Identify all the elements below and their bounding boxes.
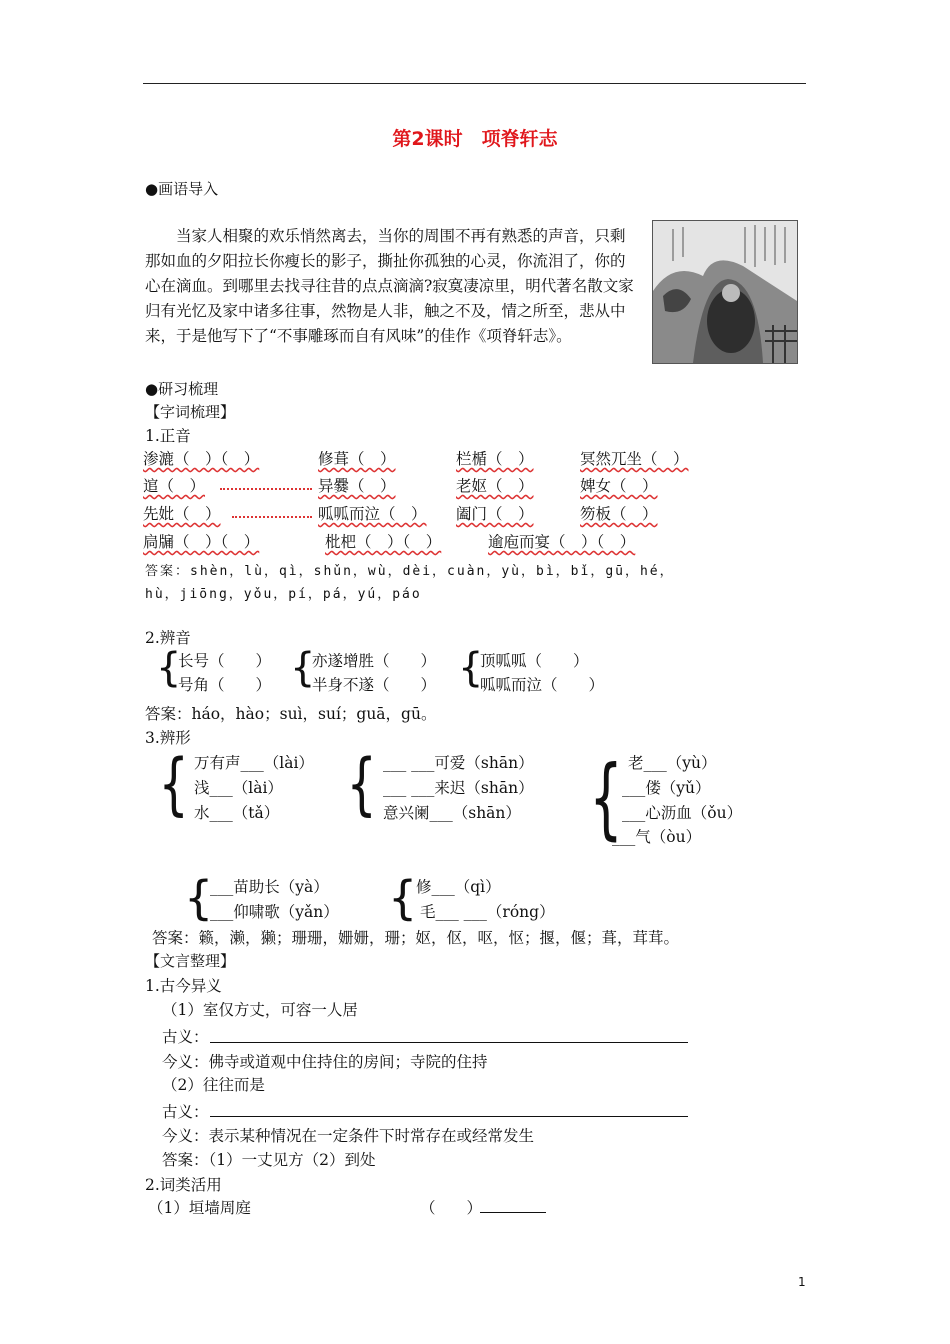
form-g3-d: ___气（òu） (612, 828, 702, 846)
pron-row2-item3: 老妪（ ） (456, 477, 534, 495)
brace-icon: { (589, 746, 623, 849)
pron-row4-item1: 扃牖（ ）（ ） (143, 533, 260, 551)
sound-heading: 2.辨音 (145, 629, 191, 647)
study-heading: ●研习梳理 (145, 380, 219, 398)
answer-line (210, 1116, 688, 1117)
sound-answer: 答案：háo，hào；suì，suí；guā，gū。 (145, 705, 437, 723)
sound-g3-b: 呱呱而泣（ ） (480, 676, 605, 694)
form-g2-b: ___ ___来迟（shān） (383, 779, 534, 797)
pronunciation-heading: 1.正音 (145, 427, 191, 445)
pron-row2-item4: 婢女（ ） (580, 477, 658, 495)
page-title: 第2课时 项脊轩志 (392, 128, 558, 150)
form-answer: 答案：籁，濑，獭；珊珊，姗姗，珊；妪，伛，呕，怄；揠，偃；葺，茸茸。 (152, 929, 680, 947)
gu-label-1: 古义： (162, 1028, 209, 1046)
pron-row3-item3: 阖门（ ） (456, 505, 534, 523)
intro-paragraph: 当家人相聚的欢乐悄然离去，当你的周围不再有熟悉的声音，只剩那如血的夕阳拉长你瘦长的影子，撕扯你孤独的心灵，你流泪了，你的心在滴血。到哪里去找寻往昔的点点滴滴?寂寞凄凉里，明代著名散文家归有光忆及家中诸多往事，然物是人非，触之不及，情之所至，悲从中来，于是他写下了“不事雕琢而自有风味”的佳作《项脊轩志》。 (145, 227, 634, 345)
intro-heading: ●画语导入 (145, 180, 219, 198)
pron-answer-line1: 答案：shèn，lù，qì，shǔn，wù，dèi，cuàn，yù，bì，bǐ，gū，hé， (145, 564, 675, 579)
classical-q2: （2）往往而是 (162, 1076, 265, 1094)
form-g5-a: 修___（qì） (416, 878, 501, 896)
pron-row1-item3: 栏楯（ ） (456, 450, 534, 468)
form-g4-b: ___仰啸歌（yǎn） (210, 903, 339, 921)
form-g1-b: 浅___（lài） (194, 779, 283, 797)
answer-line (480, 1212, 546, 1213)
brace-icon: { (346, 745, 377, 824)
pron-row4-item2: 枇杷（ ）（ ） (325, 533, 442, 551)
classical-jin1: 今义：佛寺或道观中住持住的房间；寺院的住持 (162, 1053, 488, 1071)
form-heading: 3.辨形 (145, 729, 191, 747)
sound-g3-a: 顶呱呱（ ） (480, 652, 589, 670)
classical-h2: 2.词类活用 (145, 1176, 222, 1194)
pron-row4-item3: 逾庖而宴（ ）（ ） (488, 533, 636, 551)
sound-g1-a: 长号（ ） (178, 652, 272, 670)
word-heading: 【字词梳理】 (145, 403, 236, 421)
pron-row2-item1: 逭（ ） (143, 477, 206, 495)
sound-g2-b: 半身不遂（ ） (312, 676, 437, 694)
form-g3-b: ___偻（yǔ） (622, 779, 711, 797)
classical-q3-paren: （ ） (420, 1199, 483, 1217)
answer-line (210, 1042, 688, 1043)
form-g5-b: 毛___ ___（róng） (420, 903, 555, 921)
brace-icon: { (388, 871, 418, 925)
wavy-mark (232, 510, 312, 518)
classical-jin2: 今义：表示某种情况在一定条件下时常存在或经常发生 (162, 1127, 535, 1145)
pron-row1-item1: 渗漉（ ）（ ） (143, 450, 260, 468)
classical-q3: （1）垣墙周庭 (148, 1199, 251, 1217)
brace-icon: { (158, 745, 189, 824)
pron-row3-item1: 先妣（ ） (143, 505, 221, 523)
form-g1-c: 水___（tǎ） (194, 804, 280, 822)
page-number: 1 (798, 1275, 806, 1289)
gu-label-2: 古义： (162, 1103, 209, 1121)
pron-row1-item4: 冥然兀坐（ ） (580, 450, 689, 468)
form-g2-a: ___ ___可爱（shān） (383, 754, 534, 772)
form-g3-c: ___心沥血（ǒu） (622, 804, 743, 822)
classical-q1: （1）室仅方丈，可容一人居 (162, 1001, 358, 1019)
wavy-mark (220, 482, 312, 490)
form-g1-a: 万有声___（lài） (194, 754, 314, 772)
classical-heading: 【文言整理】 (145, 952, 236, 970)
brace-icon: { (458, 645, 484, 691)
sound-g2-a: 亦遂增胜（ ） (312, 652, 437, 670)
brace-icon: { (156, 645, 182, 691)
pron-row3-item4: 笏板（ ） (580, 505, 658, 523)
form-g3-a: 老___（yù） (628, 754, 717, 772)
classical-answer: 答案：（1）一丈见方（2）到处 (162, 1151, 376, 1169)
sound-g1-b: 号角（ ） (178, 676, 272, 694)
form-g4-a: ___苗助长（yà） (210, 878, 329, 896)
brace-icon: { (290, 645, 316, 691)
pron-row3-item2: 呱呱而泣（ ） (318, 505, 427, 523)
header-rule (143, 83, 806, 84)
pron-row2-item2: 异爨（ ） (318, 477, 396, 495)
classical-h1: 1.古今异义 (145, 977, 222, 995)
form-g2-c: 意兴阑___（shān） (383, 804, 521, 822)
illustration-image (652, 220, 798, 364)
brace-icon: { (184, 871, 214, 925)
pron-row1-item2: 修葺（ ） (318, 450, 396, 468)
pron-answer-line2: hù，jiōng，yǒu，pí，pá，yú，páo (145, 587, 422, 602)
